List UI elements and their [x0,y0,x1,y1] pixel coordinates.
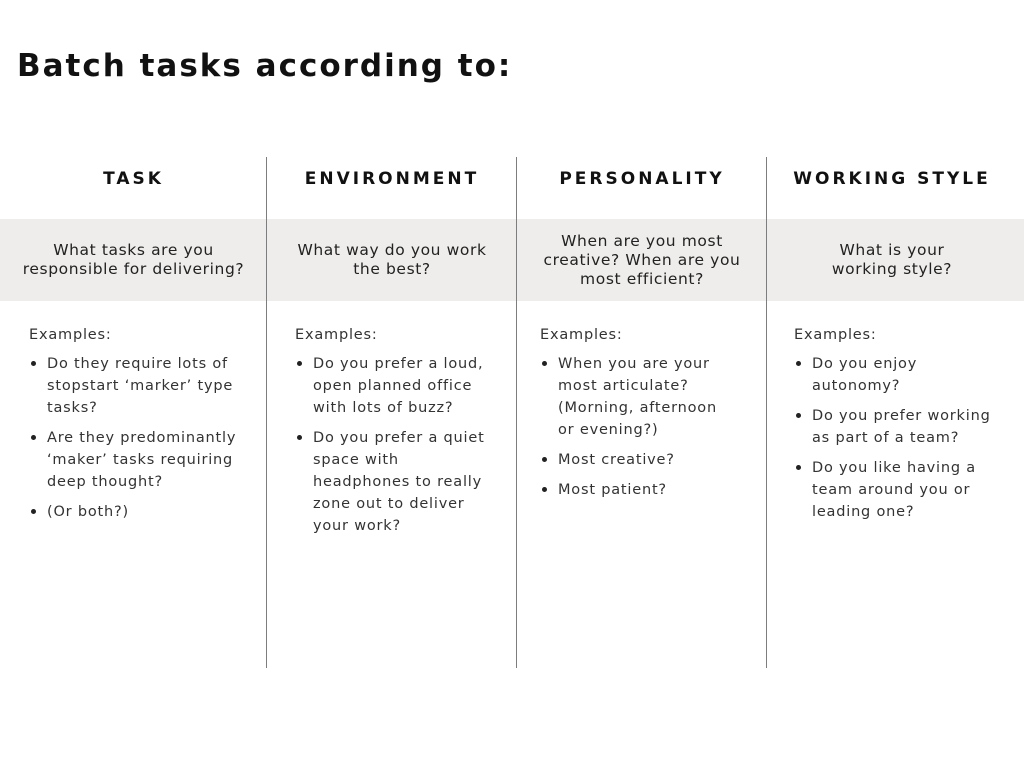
list-item: Do you prefer a loud, open planned office with lots of buzz? [295,353,495,419]
question-line: the best? [353,260,431,278]
question-line: most efficient? [580,269,704,288]
column-working-style [767,0,1017,768]
column-environment [267,0,517,768]
examples-block [540,325,737,509]
examples-label: Examples: [295,327,378,343]
slide-title: Batch tasks according to: [17,48,513,84]
column-question [767,219,1017,301]
list-item: (Or both?) [29,501,239,523]
list-item: Most creative? [540,449,737,471]
question-line: responsible for delivering? [22,260,245,278]
list-item: Do you prefer a quiet space with headphones to really zone out to deliver your work? [295,427,495,537]
question-line: What tasks are you [53,241,214,259]
examples-list [540,353,737,501]
list-item: Are they predominantly ‘maker’ tasks requiring deep thought? [29,427,239,493]
examples-list [794,353,995,523]
examples-list [29,353,239,523]
question-line: creative? When are you [543,250,741,269]
column-personality [517,0,767,768]
examples-label: Examples: [794,327,877,343]
examples-block [794,325,995,531]
examples-label: Examples: [540,327,623,343]
column-heading: ENVIRONMENT [304,169,480,189]
list-item: Do you prefer working as part of a team? [794,405,995,449]
examples-block [295,325,495,545]
list-item: Do you enjoy autonomy? [794,353,995,397]
examples-list [295,353,495,537]
question-line: What way do you work [297,241,487,259]
list-item: When you are your most articulate? (Morning, afternoon or evening?) [540,353,737,441]
column-question [0,219,267,301]
list-item: Do you like having a team around you or leading one? [794,457,995,523]
column-heading: TASK [103,169,164,189]
examples-label: Examples: [29,327,112,343]
column-question [517,219,767,301]
column-question [267,219,517,301]
question-line: When are you most [561,231,723,250]
list-item: Do they require lots of stopstart ‘marker’ type tasks? [29,353,239,419]
question-line: What is your [839,241,945,259]
question-line: working style? [831,260,953,278]
column-heading: WORKING STYLE [793,169,991,189]
examples-block [29,325,239,531]
column-task [0,0,267,768]
column-heading: PERSONALITY [559,169,725,189]
list-item: Most patient? [540,479,737,501]
